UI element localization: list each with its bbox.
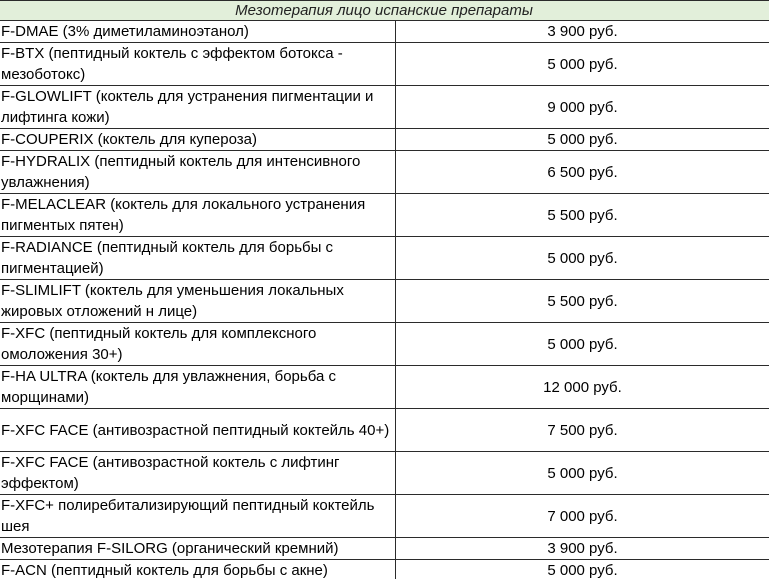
- price-value: 5 000 руб.: [547, 464, 618, 482]
- price-value: 5 000 руб.: [547, 55, 618, 73]
- table-row: [0, 495, 769, 538]
- service-name-cell[interactable]: [0, 452, 396, 495]
- price-cell[interactable]: [396, 452, 769, 495]
- table-row: [0, 409, 769, 452]
- service-name-cell[interactable]: [0, 86, 396, 129]
- service-name-cell[interactable]: [0, 21, 396, 43]
- price-cell[interactable]: [396, 21, 769, 43]
- table-row: [0, 452, 769, 495]
- table-title: Мезотерапия лицо испанские препараты: [235, 2, 533, 19]
- price-value: 9 000 руб.: [547, 98, 618, 116]
- price-cell[interactable]: [396, 43, 769, 86]
- service-name-cell[interactable]: [0, 194, 396, 237]
- service-name-cell[interactable]: [0, 366, 396, 409]
- price-value: 5 000 руб.: [547, 335, 618, 353]
- price-cell[interactable]: [396, 560, 769, 579]
- price-cell[interactable]: [396, 495, 769, 538]
- price-cell[interactable]: [396, 86, 769, 129]
- table-row: [0, 237, 769, 280]
- service-name: F-MELACLEAR (коктель для локального устранения пигментых пятен): [1, 196, 366, 234]
- price-cell[interactable]: [396, 409, 769, 452]
- price-value: 5 000 руб.: [547, 562, 618, 579]
- service-name: F-HA ULTRA (коктель для увлажнения, борьба с морщинами): [1, 368, 336, 406]
- price-value: 5 000 руб.: [547, 131, 618, 148]
- price-cell[interactable]: [396, 366, 769, 409]
- service-name-cell[interactable]: [0, 43, 396, 86]
- table-row: [0, 366, 769, 409]
- price-value: 7 000 руб.: [547, 507, 618, 525]
- price-value: 12 000 руб.: [543, 378, 622, 396]
- service-name-cell[interactable]: [0, 280, 396, 323]
- service-name-cell[interactable]: [0, 495, 396, 538]
- price-cell[interactable]: [396, 538, 769, 560]
- table-row: [0, 43, 769, 86]
- service-name: F-SLIMLIFT (коктель для уменьшения локальных жировых отложений н лице): [1, 282, 344, 320]
- service-name-cell[interactable]: [0, 237, 396, 280]
- service-name: F-XFC+ полиребитализирующий пептидный коктейль шея: [1, 497, 375, 535]
- table-title-cell[interactable]: [0, 1, 769, 21]
- service-name: F-ACN (пептидный коктель для борьбы с акне): [1, 562, 328, 579]
- price-value: 7 500 руб.: [547, 421, 618, 439]
- service-name: F-RADIANCE (пептидный коктель для борьбы с пигментацией): [1, 239, 334, 277]
- price-value: 5 500 руб.: [547, 206, 618, 224]
- service-name: F-XFC (пептидный коктель для комплексного омоложения 30+): [1, 325, 317, 363]
- service-name-cell[interactable]: [0, 151, 396, 194]
- price-value: 6 500 руб.: [547, 163, 618, 181]
- price-cell[interactable]: [396, 129, 769, 151]
- table-row: [0, 323, 769, 366]
- price-cell[interactable]: [396, 323, 769, 366]
- table-row: [0, 560, 769, 579]
- price-value: 5 500 руб.: [547, 292, 618, 310]
- service-name: F-XFC FACE (антивозрастной пептидный коктейль 40+): [1, 421, 390, 439]
- table-header-row: [0, 1, 769, 21]
- service-name-cell[interactable]: [0, 409, 396, 452]
- table-row: [0, 86, 769, 129]
- table-row: [0, 151, 769, 194]
- service-name-cell[interactable]: [0, 560, 396, 579]
- price-cell[interactable]: [396, 237, 769, 280]
- service-name-cell[interactable]: [0, 323, 396, 366]
- price-value: 3 900 руб.: [547, 540, 618, 557]
- table-row: [0, 194, 769, 237]
- service-name: F-BTX (пептидный коктель с эффектом ботокса - мезоботокс): [1, 45, 343, 83]
- price-value: 3 900 руб.: [547, 23, 618, 40]
- service-name-cell[interactable]: [0, 129, 396, 151]
- service-name-cell[interactable]: [0, 538, 396, 560]
- service-name: F-XFC FACE (антивозрастной коктель с лифтинг эффектом): [1, 454, 340, 492]
- table-row: [0, 538, 769, 560]
- service-name: F-GLOWLIFT (коктель для устранения пигментации и лифтинга кожи): [1, 88, 374, 126]
- table-row: [0, 280, 769, 323]
- price-cell[interactable]: [396, 151, 769, 194]
- table-row: [0, 129, 769, 151]
- service-name: F-HYDRALIX (пептидный коктель для интенсивного увлажнения): [1, 153, 361, 191]
- price-cell[interactable]: [396, 280, 769, 323]
- price-value: 5 000 руб.: [547, 249, 618, 267]
- table-row: [0, 21, 769, 43]
- service-name: F-COUPERIX (коктель для купероза): [1, 131, 257, 148]
- price-cell[interactable]: [396, 194, 769, 237]
- service-name: Мезотерапия F-SILORG (органический кремний): [1, 540, 339, 557]
- service-name: F-DMAE (3% диметиламиноэтанол): [1, 23, 249, 40]
